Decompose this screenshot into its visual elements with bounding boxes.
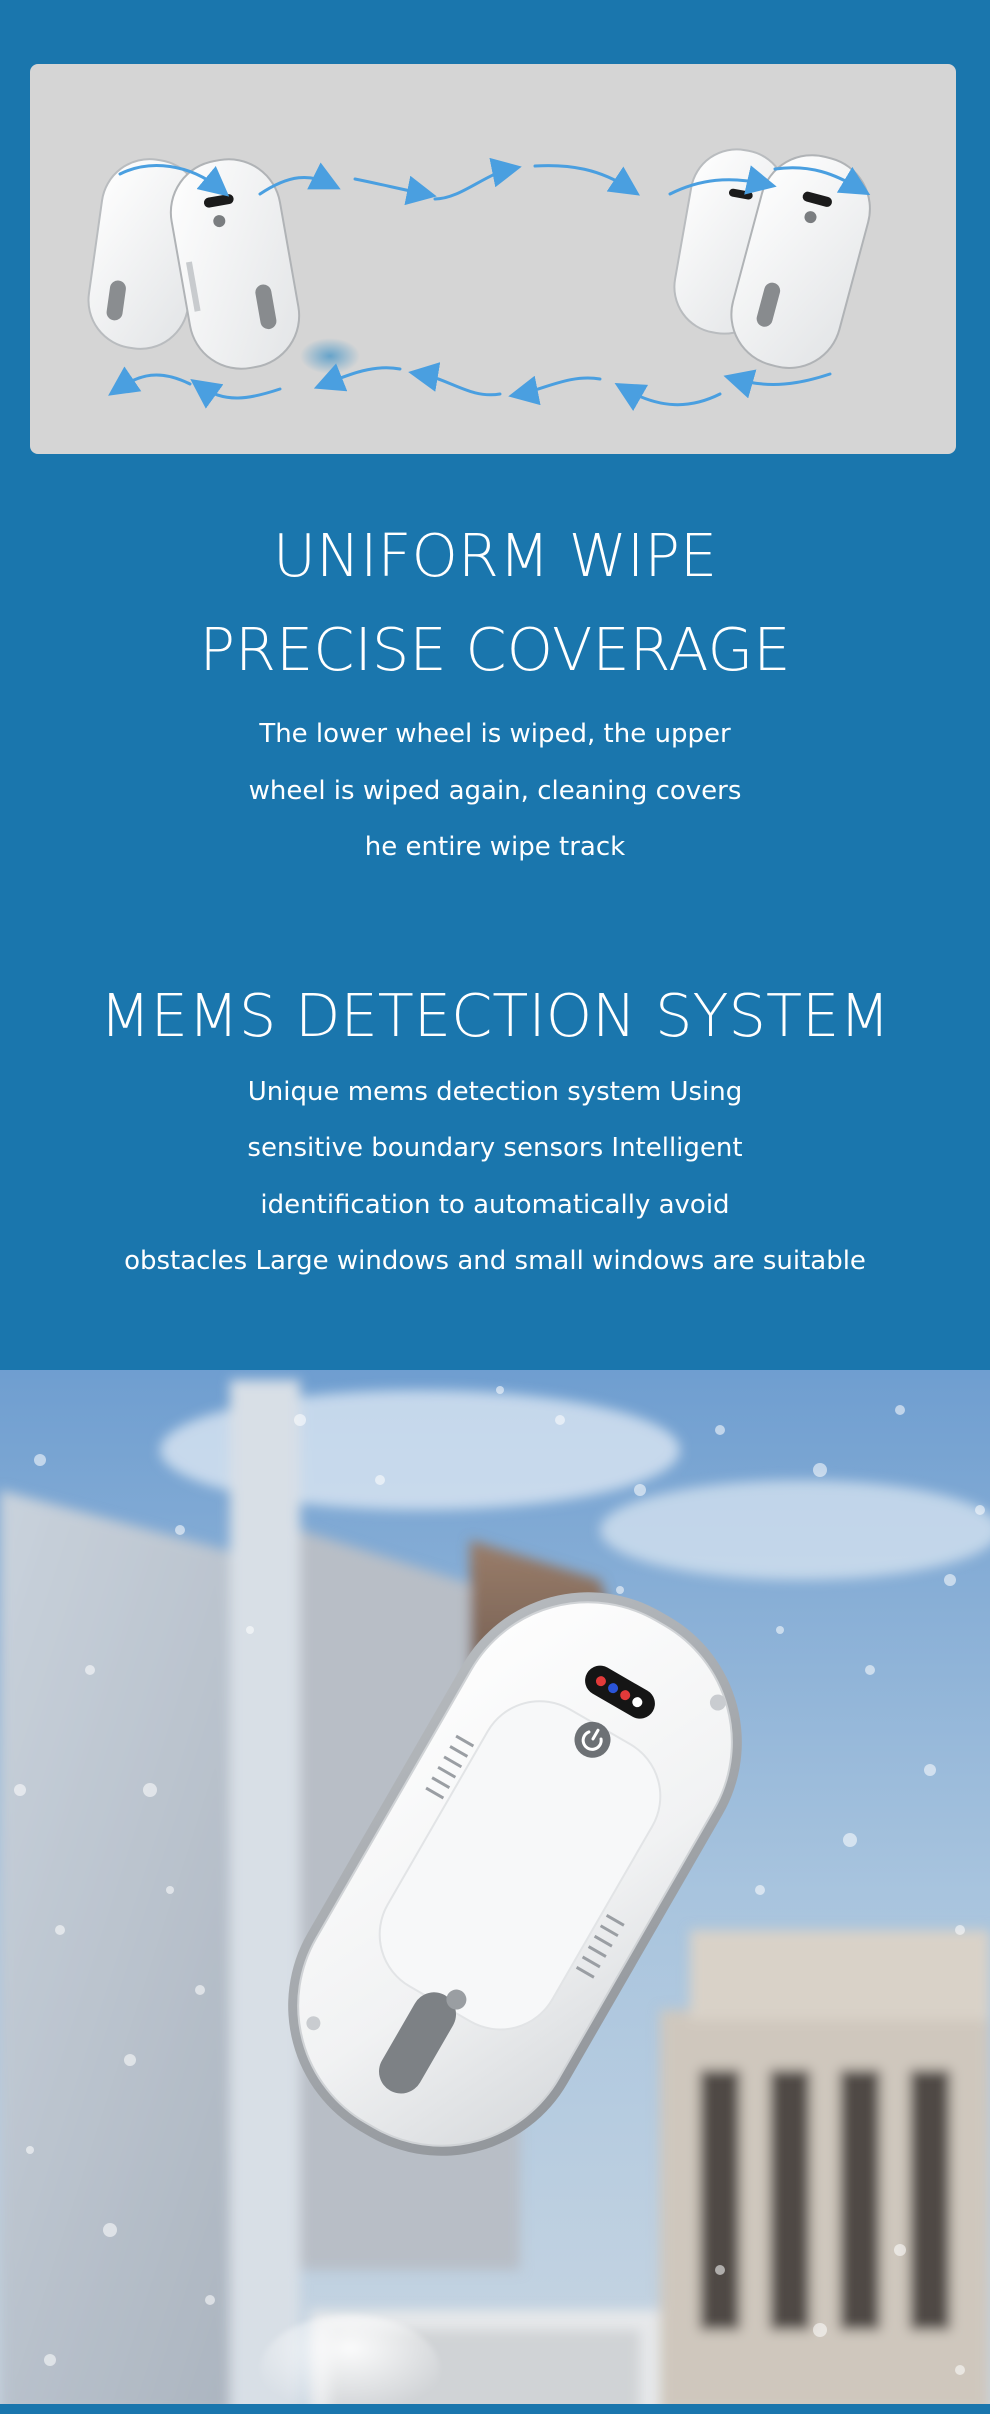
section1-desc-line-3: he entire wipe track: [364, 832, 626, 862]
wipe-path-diagram: [30, 64, 956, 454]
robot-left-front: [163, 151, 308, 377]
section2-desc-line-4: obstacles Large windows and small windows are suitable: [124, 1246, 866, 1276]
wipe-path-lower: [118, 368, 830, 405]
section2-desc-line-1: Unique mems detection system Using: [247, 1077, 743, 1107]
section1-desc-line-1: The lower wheel is wiped, the upper: [259, 719, 731, 749]
bottom-strip: [0, 2404, 990, 2414]
mems-detection-title: MEMS DETECTION SYSTEM: [99, 981, 891, 1050]
wipe-path-illustration: [30, 64, 956, 454]
robot-window-photo: [0, 1370, 990, 2414]
section1-desc-line-2: wheel is wiped again, cleaning covers: [248, 776, 742, 806]
uniform-wipe-title: UNIFORM WIPE: [272, 521, 718, 590]
section2-desc-line-2: sensitive boundary sensors Intelligent: [247, 1133, 743, 1163]
spray-mist: [300, 338, 360, 374]
robot-window-scene: [0, 1370, 990, 2414]
precise-coverage-title: PRECISE COVERAGE: [199, 615, 791, 684]
section2-desc-line-3: identification to automatically avoid: [260, 1190, 730, 1220]
